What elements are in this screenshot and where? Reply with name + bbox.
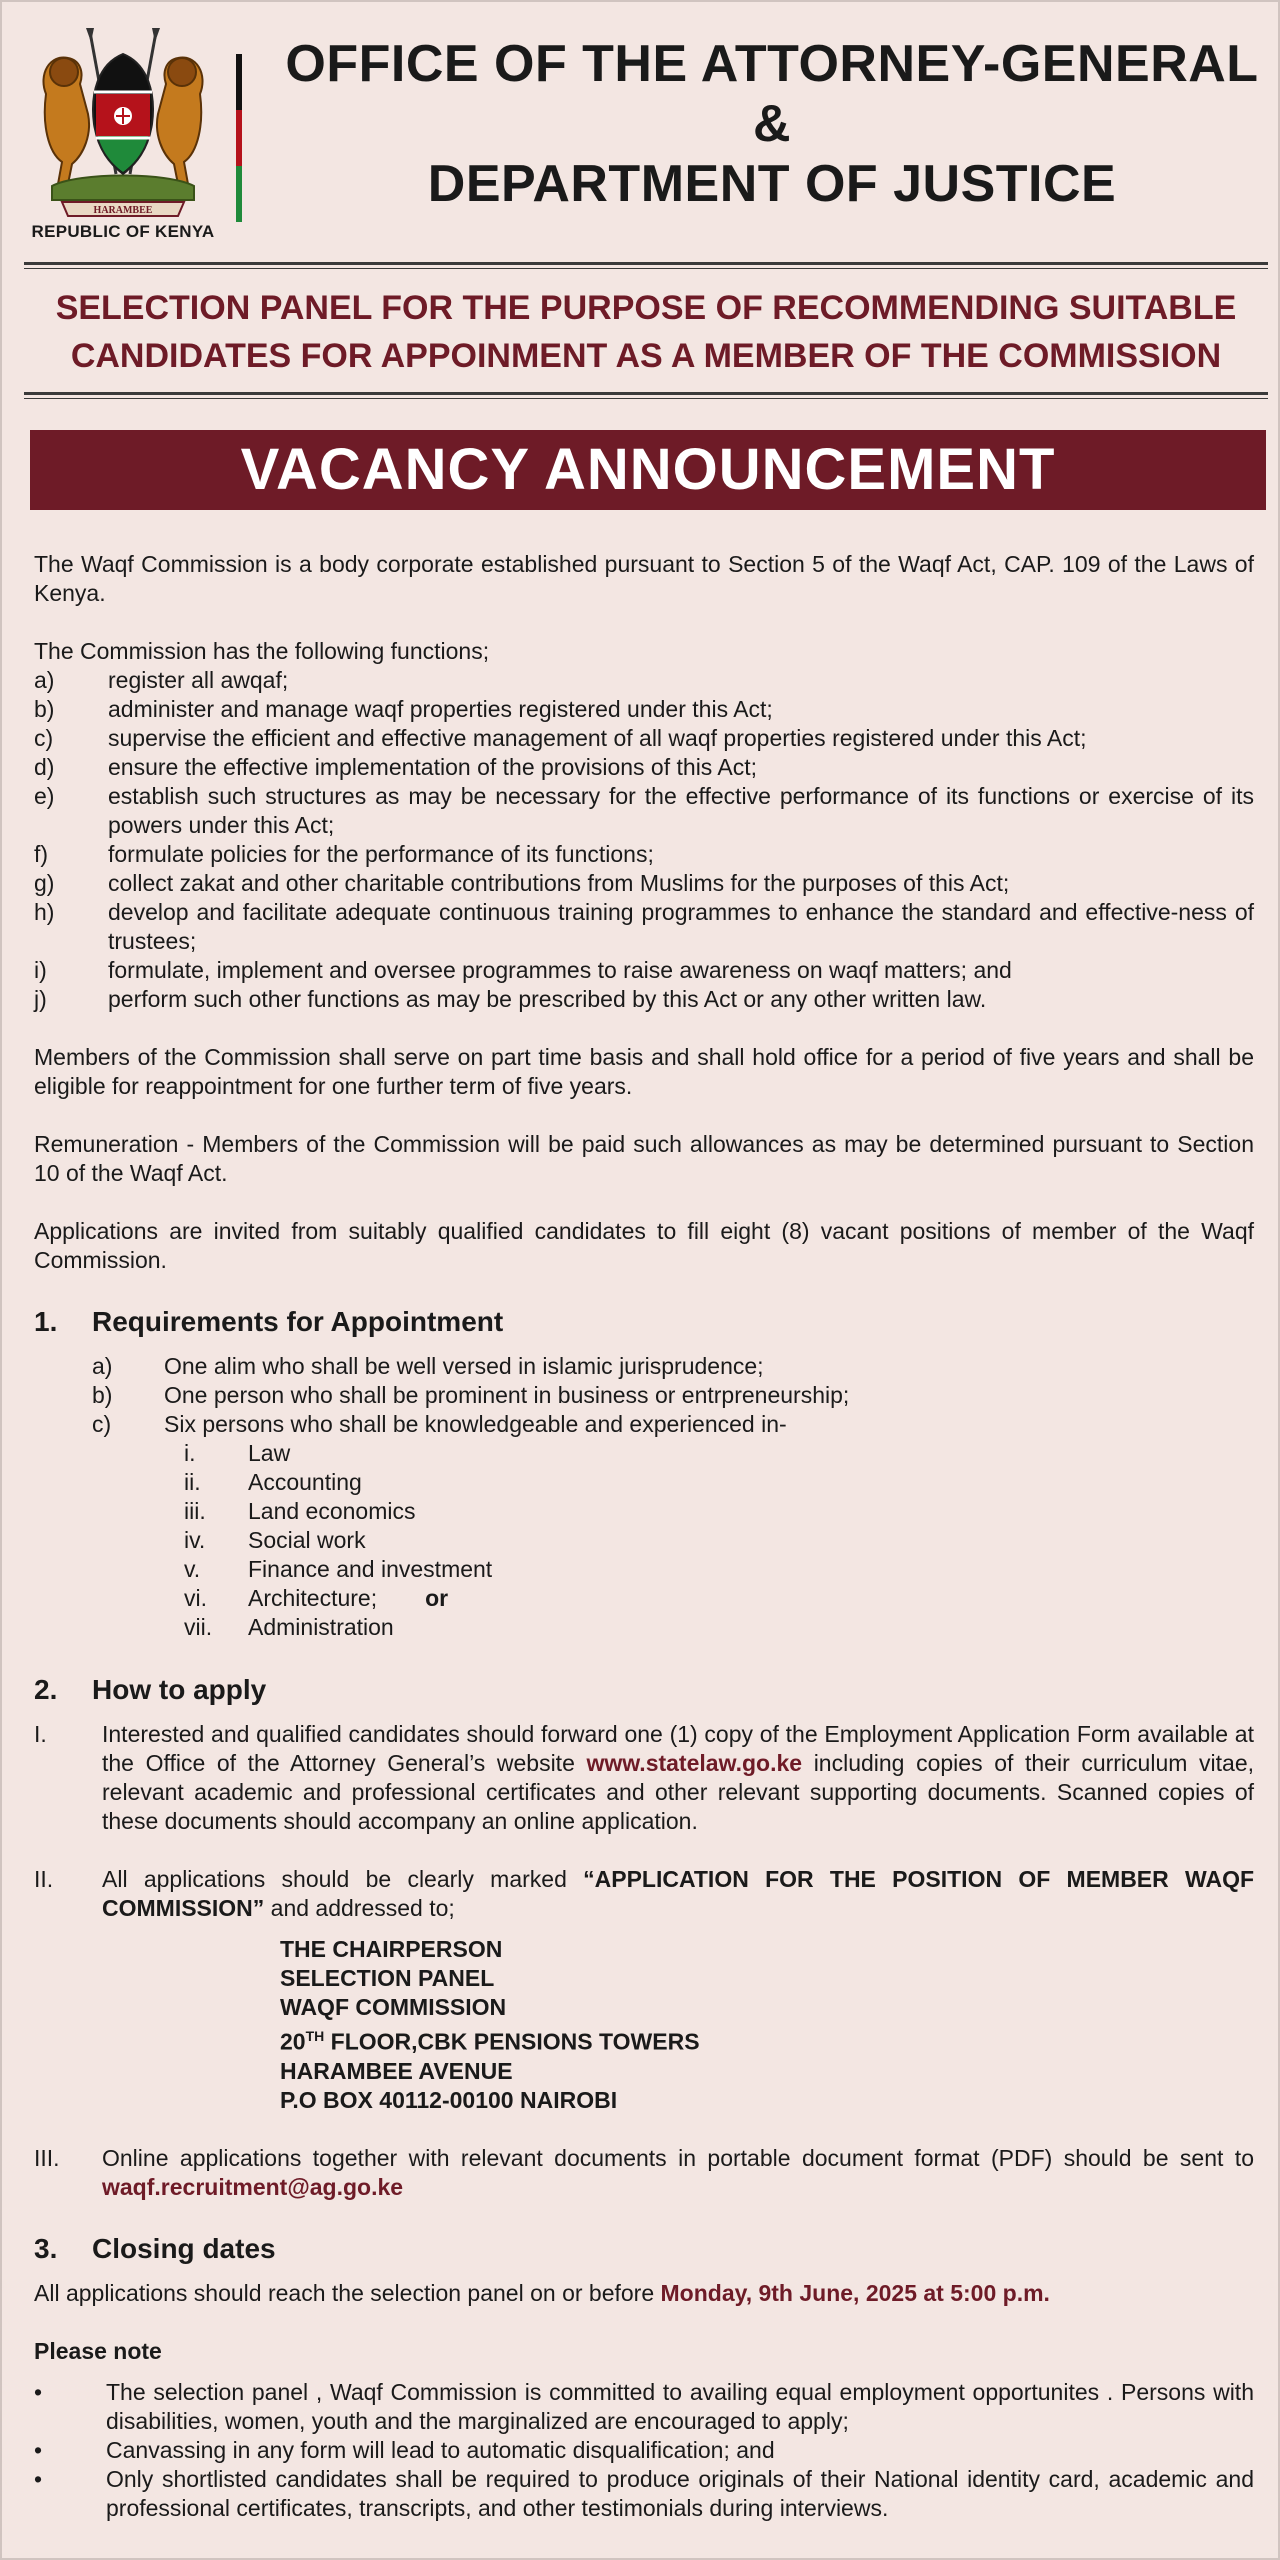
vacancy-banner: VACANCY ANNOUNCEMENT	[30, 430, 1266, 510]
list-item-label: II.	[34, 1866, 54, 1892]
flag-black-segment	[236, 54, 242, 110]
list-item	[34, 695, 1254, 724]
list-item	[92, 1410, 1254, 1439]
requirements-list	[92, 1352, 1254, 1439]
list-item-text: supervise the efficient and effective management of all waqf properties registered under this Act;	[108, 725, 1087, 751]
section-heading-how-to-apply	[34, 1672, 1254, 1708]
address-line: THE CHAIRPERSON	[280, 1936, 503, 1962]
list-item-text: register all awqaf;	[108, 667, 289, 693]
letterhead	[2, 2, 1280, 252]
list-item	[34, 2465, 1254, 2523]
list-item-label: j)	[34, 986, 47, 1012]
list-item	[184, 1613, 1254, 1642]
divider-top	[24, 262, 1268, 265]
list-item-label: c)	[34, 725, 54, 751]
or-connector: or	[425, 1585, 449, 1611]
address-line: WAQF COMMISSION	[280, 1994, 507, 2020]
list-item-text: perform such other functions as may be prescribed by this Act or any other written law.	[108, 986, 987, 1012]
apply-step-text-cont: and addressed to;	[264, 1895, 455, 1921]
application-marking: “APPLICATION FOR THE POSITION OF MEMBER WAQF COMMISSION”	[102, 1866, 1255, 1921]
section-number: 3.	[34, 2232, 58, 2264]
coat-of-arms-icon	[28, 24, 218, 224]
bullet-icon: •	[34, 2378, 43, 2405]
list-item-text: Land economics	[248, 1498, 416, 1524]
notes-list	[34, 2378, 1254, 2523]
flag-green-segment	[236, 166, 242, 222]
list-item-text: Administration	[248, 1614, 394, 1640]
closing-date-text: All applications should reach the selection panel on or before	[34, 2279, 661, 2306]
list-item-label: vii.	[184, 1614, 213, 1640]
list-item-label: iv.	[184, 1527, 206, 1553]
list-item-label: I.	[34, 1721, 47, 1747]
list-item-label: e)	[34, 783, 55, 809]
list-item	[34, 956, 1254, 985]
list-item-text: Only shortlisted candidates shall be required to produce originals of their National identity card, academic and professional certificates, transcripts, and other testimonials during interviews.	[106, 2465, 1254, 2521]
floor-building: FLOOR,CBK PENSIONS TOWERS	[324, 2028, 700, 2055]
divider-bottom	[24, 392, 1268, 395]
list-item-label: d)	[34, 754, 55, 780]
list-item-label: c)	[92, 1411, 112, 1437]
closing-date-paragraph	[34, 2279, 1254, 2308]
list-item	[184, 1584, 1254, 1613]
divider-top-thin	[24, 268, 1268, 269]
section-number: 1.	[34, 1306, 58, 1337]
list-item-label: ii.	[184, 1469, 201, 1495]
section-heading-closing-dates	[34, 2231, 1254, 2267]
term-paragraph: Members of the Commission shall serve on part time basis and shall hold office for a period of five years and shall be eligible for reappointment for one further term of five years.	[34, 1044, 1254, 1099]
panel-title	[24, 284, 1268, 380]
list-item	[34, 840, 1254, 869]
list-item-label: b)	[34, 696, 55, 722]
apply-step-text: Online applications together with relevant documents in portable document format (PDF) should be sent to	[102, 2144, 1254, 2171]
panel-title-line1: SELECTION PANEL FOR THE PURPOSE OF RECOMMENDING SUITABLE	[55, 289, 1237, 327]
floor-suffix: TH	[305, 2028, 325, 2044]
list-item	[92, 1352, 1254, 1381]
coat-of-arms-logo	[28, 24, 218, 244]
list-item	[34, 2436, 1254, 2465]
list-item-text: Law	[248, 1440, 291, 1466]
list-item-label: v.	[184, 1556, 201, 1582]
address-line	[280, 2022, 1254, 2057]
section-heading-requirements	[34, 1304, 1254, 1340]
flag-color-bar	[236, 54, 242, 222]
apply-step-text: All applications should be clearly marked	[102, 1866, 584, 1892]
list-item-text: Accounting	[248, 1469, 362, 1495]
bullet-icon: •	[34, 2436, 43, 2463]
list-item	[184, 1526, 1254, 1555]
list-item	[184, 1468, 1254, 1497]
list-item	[34, 753, 1254, 782]
list-item-text: formulate policies for the performance of its functions;	[108, 841, 654, 867]
list-item-text: Architecture;	[248, 1585, 378, 1611]
list-item	[34, 782, 1254, 840]
motto-text: HARAMBEE	[93, 205, 153, 216]
apply-step-1	[34, 1720, 1254, 1836]
section-title: Closing dates	[92, 2232, 276, 2264]
office-title-line3: DEPARTMENT OF JUSTICE	[427, 155, 1117, 213]
apply-step-3	[34, 2144, 1254, 2202]
apply-step-text: Interested and qualified candidates should forward one (1) copy of the Employment Application Form available at the Office of the Attorney General’s website	[102, 1721, 1254, 1776]
announcement-body	[34, 550, 1254, 2523]
deadline: Monday, 9th June, 2025 at 5:00 p.m.	[660, 2279, 1050, 2306]
note-title: Please note	[34, 2337, 162, 2364]
list-item-label: a)	[34, 667, 55, 693]
list-item	[34, 985, 1254, 1014]
list-item-label: i)	[34, 957, 47, 983]
section-title: Requirements for Appointment	[92, 1306, 504, 1337]
apply-step-2	[34, 1865, 1254, 2115]
list-item-text	[102, 1720, 1254, 1836]
list-item-text: Six persons who shall be knowledgeable and experienced in-	[164, 1411, 787, 1437]
divider-bottom-thin	[24, 398, 1268, 399]
office-title-line1: OFFICE OF THE ATTORNEY-GENERAL	[285, 35, 1259, 93]
functions-list	[34, 666, 1254, 1014]
list-item	[184, 1497, 1254, 1526]
list-item-label: b)	[92, 1382, 113, 1408]
list-item-text	[102, 1865, 1254, 2115]
list-item	[34, 666, 1254, 695]
list-item	[184, 1439, 1254, 1468]
list-item	[34, 724, 1254, 753]
email-link[interactable]: waqf.recruitment@ag.go.ke	[102, 2173, 404, 2200]
list-item	[34, 898, 1254, 956]
list-item-label: vi.	[184, 1585, 207, 1611]
list-item-text: The selection panel , Waqf Commission is committed to availing equal employment opportunites . Persons with disabilities, women, youth and the marginalized are encouraged to apply;	[106, 2378, 1254, 2434]
list-item-text: collect zakat and other charitable contributions from Muslims for the purposes of this Act;	[108, 870, 1010, 896]
list-item-text: Social work	[248, 1527, 366, 1553]
flag-red-segment	[236, 110, 242, 166]
list-item-text: develop and facilitate adequate continuous training programmes to enhance the standard and effective-ness of trustees;	[108, 899, 1254, 954]
list-item-text: Finance and investment	[248, 1556, 493, 1582]
apply-step-text-cont: including copies of their curriculum vitae, relevant academic and professional certificates and other relevant supporting documents. Scanned copies of these documents should accompany an online application.	[102, 1750, 1255, 1834]
logo-caption: REPUBLIC OF KENYA	[31, 222, 215, 241]
list-item	[34, 2378, 1254, 2436]
apply-steps-list	[34, 1720, 1254, 2202]
address-line: SELECTION PANEL	[280, 1965, 495, 1991]
list-item-label: i.	[184, 1440, 196, 1466]
list-item-label: f)	[34, 841, 49, 867]
address-line: HARAMBEE AVENUE	[280, 2057, 513, 2084]
list-item	[92, 1381, 1254, 1410]
list-item-text: One person who shall be prominent in business or entrpreneurship;	[164, 1382, 850, 1408]
postal-address	[280, 1935, 1254, 2115]
list-item-label: a)	[92, 1353, 113, 1379]
list-item-text	[102, 2144, 1254, 2202]
office-title	[272, 34, 1272, 214]
list-item	[184, 1555, 1254, 1584]
intro-paragraph: The Waqf Commission is a body corporate established pursuant to Section 5 of the Waqf Act, CAP. 109 of the Laws of Kenya.	[34, 551, 1254, 606]
website-link[interactable]: www.statelaw.go.ke	[586, 1750, 803, 1776]
list-item	[34, 869, 1254, 898]
expertise-list	[184, 1439, 1254, 1642]
list-item-label: h)	[34, 899, 55, 925]
section-title: How to apply	[92, 1674, 267, 1705]
applications-paragraph: Applications are invited from suitably qualified candidates to fill eight (8) vacant positions of member of the Waqf Commission.	[34, 1218, 1254, 1273]
functions-intro: The Commission has the following functions;	[34, 638, 490, 664]
list-item-text: administer and manage waqf properties registered under this Act;	[108, 696, 773, 722]
list-item-label: g)	[34, 870, 55, 896]
list-item-text: establish such structures as may be necessary for the effective performance of its functions or exercise of its powers under this Act;	[108, 783, 1254, 838]
floor-number: 20	[280, 2028, 306, 2055]
list-item-label: III.	[34, 2144, 60, 2171]
list-item-label: iii.	[184, 1498, 206, 1524]
address-line: P.O BOX 40112-00100 NAIROBI	[280, 2086, 618, 2113]
list-item-text: Canvassing in any form will lead to automatic disqualification; and	[106, 2436, 775, 2463]
panel-title-line2: CANDIDATES FOR APPOINMENT AS A MEMBER OF THE COMMISSION	[70, 337, 1222, 375]
list-item-text: One alim who shall be well versed in islamic jurisprudence;	[164, 1353, 764, 1379]
list-item-text: ensure the effective implementation of the provisions of this Act;	[108, 754, 758, 780]
office-title-ampersand: &	[752, 95, 792, 153]
list-item-text: formulate, implement and oversee programmes to raise awareness on waqf matters; and	[108, 957, 1012, 983]
remuneration-paragraph: Remuneration - Members of the Commission will be paid such allowances as may be determined pursuant to Section 10 of the Waqf Act.	[34, 1131, 1254, 1186]
bullet-icon: •	[34, 2465, 43, 2492]
section-number: 2.	[34, 1674, 58, 1705]
